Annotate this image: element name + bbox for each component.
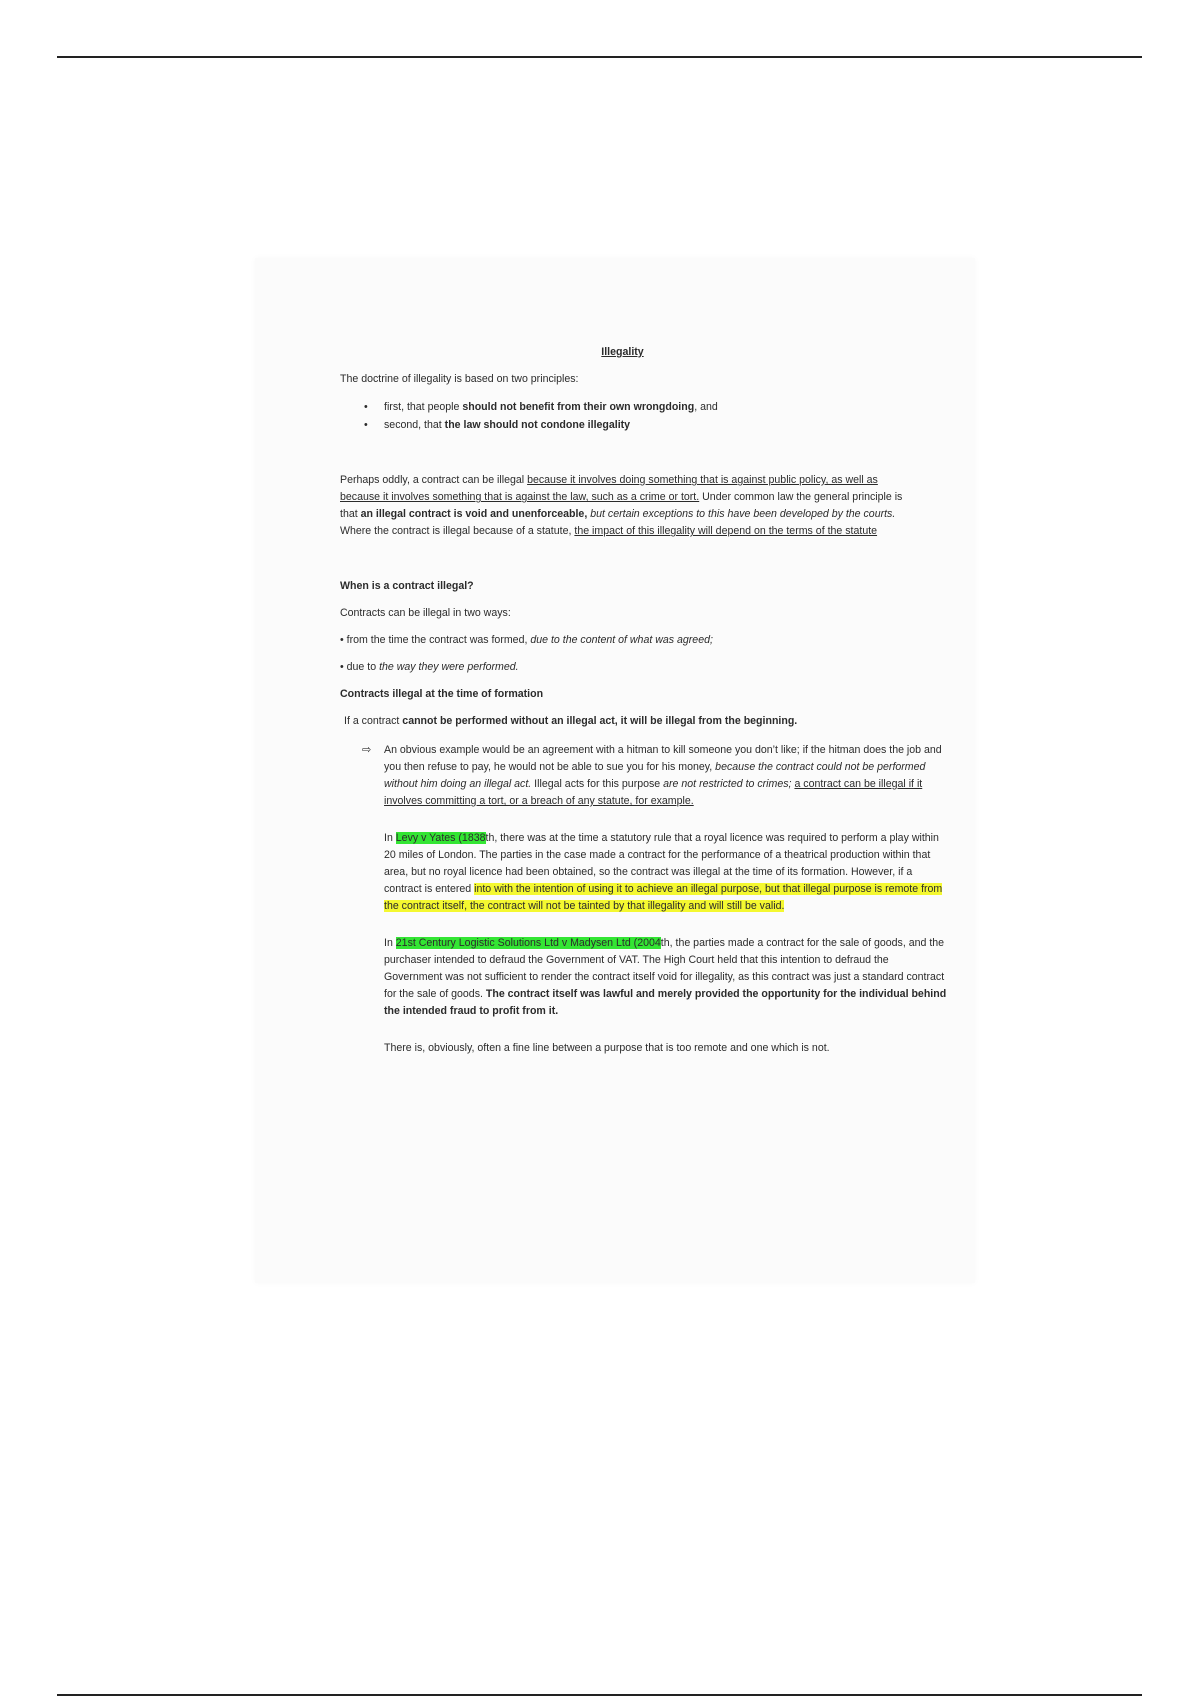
list-item	[340, 416, 905, 434]
underlined-text: because it involves doing something that is against public policy, as well as because it involves something that is against the law, such as a crime or tort.	[340, 474, 878, 503]
text-run: second, that	[384, 419, 445, 431]
illegal-contract-paragraph	[340, 472, 905, 540]
text-run: • from the time the contract was formed,	[340, 634, 531, 646]
21st-century-text	[384, 935, 949, 1020]
text-run: • due to	[340, 661, 380, 673]
document-body	[340, 344, 947, 1057]
section-heading-formation: Contracts illegal at the time of formation	[340, 688, 544, 700]
bold-text: the law should not condone illegality	[444, 419, 631, 431]
italic-text: but certain exceptions to this have been developed by the courts.	[590, 508, 896, 520]
bold-text: should not benefit from their own wrongdoing	[462, 401, 695, 413]
text-run: th	[660, 937, 670, 949]
arrow-right-icon: ⇨	[362, 744, 372, 756]
fine-line-text: There is, obviously, often a fine line between a purpose that is too remote and one which is not.	[384, 1042, 830, 1054]
text-run: An obvious example would be an agreement with a hitman to kill someone you don’t like; if the hitman does the job and you then refuse to pay, he would not be able to sue you for his money,	[384, 744, 942, 773]
text-run: , and	[694, 401, 718, 413]
hitman-example	[340, 742, 949, 810]
spacer	[340, 434, 905, 472]
highlighted-text: into with the intention of using it to achieve an illegal purpose, but that illegal purpose is remote from the contract itself, the contract will not be tainted by that illegality and will still be valid.	[384, 883, 943, 912]
italic-text: the way they were performed.	[379, 661, 519, 673]
formation-paragraph	[340, 713, 905, 730]
underlined-text: a contract can be illegal if it involves committing a tort, or a breach of any statute, for example.	[384, 778, 923, 807]
fine-line-paragraph	[340, 1040, 949, 1057]
hitman-text	[384, 742, 949, 810]
text-run: In	[384, 937, 396, 949]
italic-text: due to the content of what was agreed;	[530, 634, 713, 646]
underlined-text: the impact of this illegality will depend on the terms of the statute	[574, 525, 878, 537]
text-run: first, that people	[384, 401, 463, 413]
text-run: Perhaps oddly, a contract can be illegal	[340, 474, 528, 486]
bold-text: The contract itself was lawful and merely provided the opportunity for the individual behind the intended fraud to profit from it.	[384, 988, 947, 1017]
21st-century-paragraph	[340, 935, 949, 1020]
italic-text: are not restricted to crimes;	[663, 778, 792, 790]
levy-text	[384, 830, 949, 915]
bold-text: cannot be performed without an illegal act, it will be illegal from the beginning.	[402, 715, 798, 727]
ways-intro: Contracts can be illegal in two ways:	[340, 607, 511, 619]
case-citation: Levy v Yates (1838	[395, 832, 486, 844]
text-run: Illegal acts for this purpose	[531, 778, 664, 790]
intro-paragraph: The doctrine of illegality is based on two principles:	[340, 373, 579, 385]
way-item	[340, 659, 905, 676]
text-run: In	[384, 832, 396, 844]
text-run: , the parties made a contract for the sale of goods, and the purchaser intended to defraud the Government of VAT. The High Court held that this intention to defraud the Government was not sufficient to render the contract itself void for illegality, as this contract was just a standard contract for the sale of goods.	[384, 937, 945, 1000]
way-item	[340, 632, 905, 649]
spacer	[340, 540, 905, 578]
levy-v-yates-paragraph	[340, 830, 949, 915]
text-run: , there was at the time a statutory rule that a royal licence was required to perform a play within 20 miles of London. The parties in the case made a contract for the performance of a theatrical production within that area, but no royal licence had been obtained, so the contract was illegal at the time of its formation. However, if a contract is entered	[384, 832, 939, 895]
italic-text: because the contract could not be performed without him doing an illegal act.	[384, 761, 926, 790]
document-title: Illegality	[601, 346, 644, 358]
text-run: th	[485, 832, 495, 844]
case-citation: 21st Century Logistic Solutions Ltd v Madysen Ltd (2004	[395, 937, 661, 949]
bold-text: an illegal contract is void and unenforceable,	[360, 508, 588, 520]
principles-list	[340, 398, 905, 434]
footer-rule	[57, 1694, 1142, 1696]
list-item	[340, 398, 905, 416]
text-run: Where the contract is illegal because of a statute,	[340, 525, 575, 537]
text-run: If a contract	[344, 715, 403, 727]
header-rule	[57, 56, 1142, 58]
section-heading-when: When is a contract illegal?	[340, 580, 474, 592]
text-run: Under common law the general principle is that	[340, 491, 903, 520]
